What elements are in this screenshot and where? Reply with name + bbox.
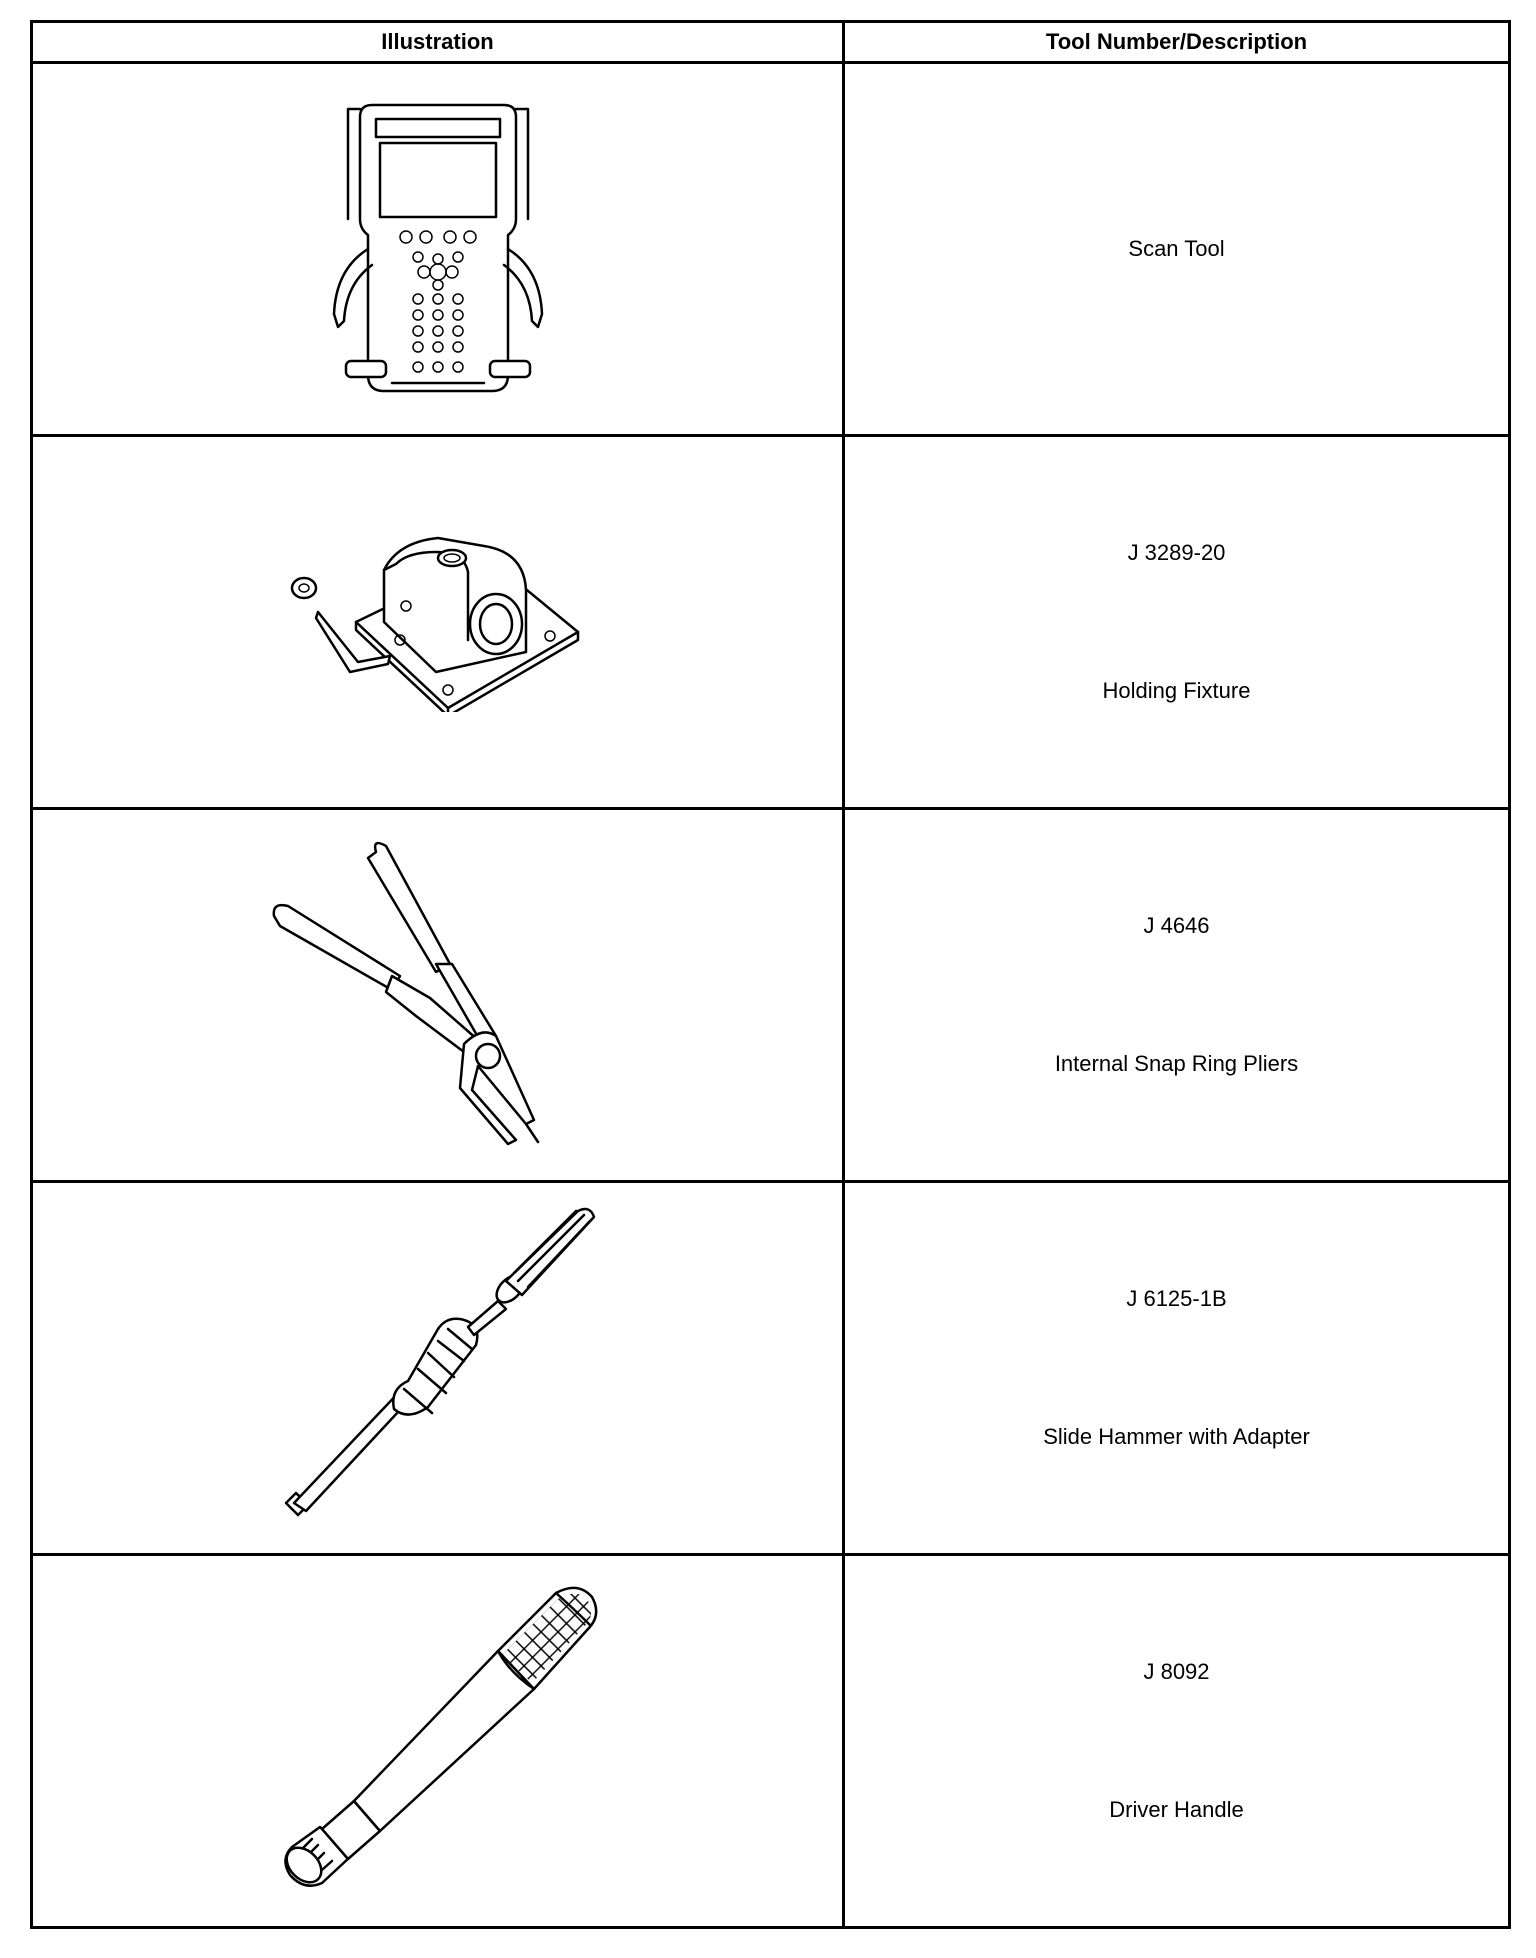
tool-description-cell	[844, 63, 1510, 436]
header-tool-number-description: Tool Number/Description	[844, 22, 1510, 63]
illustration-cell	[32, 436, 844, 809]
illustration-cell	[32, 809, 844, 1182]
table-row	[32, 436, 1510, 809]
slide-hammer-icon	[278, 1203, 598, 1533]
illustration-cell	[32, 1182, 844, 1555]
tool-number: J 4646	[1143, 913, 1210, 938]
table-row	[32, 1555, 1510, 1928]
tool-number: J 3289-20	[1127, 540, 1226, 565]
tool-description-cell	[844, 809, 1510, 1182]
tool-description: Internal Snap Ring Pliers	[1054, 1051, 1299, 1076]
tool-description: Holding Fixture	[1102, 678, 1251, 703]
tool-description: Scan Tool	[1128, 236, 1225, 261]
holding-fixture-icon	[288, 532, 588, 712]
tool-number: J 6125-1B	[1126, 1286, 1227, 1311]
illustration-cell	[32, 1555, 844, 1928]
tool-description: Slide Hammer with Adapter	[1043, 1424, 1310, 1449]
tool-description: Driver Handle	[1109, 1797, 1244, 1822]
table-row	[32, 1182, 1510, 1555]
tool-description-cell	[844, 1182, 1510, 1555]
header-illustration: Illustration	[32, 22, 844, 63]
table-row	[32, 63, 1510, 436]
illustration-cell	[32, 63, 844, 436]
table-header-row	[32, 22, 1510, 63]
tool-description-cell	[844, 1555, 1510, 1928]
snap-ring-pliers-icon	[268, 840, 608, 1150]
table-row	[32, 809, 1510, 1182]
tool-description-cell	[844, 436, 1510, 809]
tool-number: J 8092	[1143, 1659, 1210, 1684]
scan-tool-icon	[328, 99, 548, 399]
special-tools-table	[30, 20, 1511, 1929]
driver-handle-icon	[278, 1581, 598, 1901]
